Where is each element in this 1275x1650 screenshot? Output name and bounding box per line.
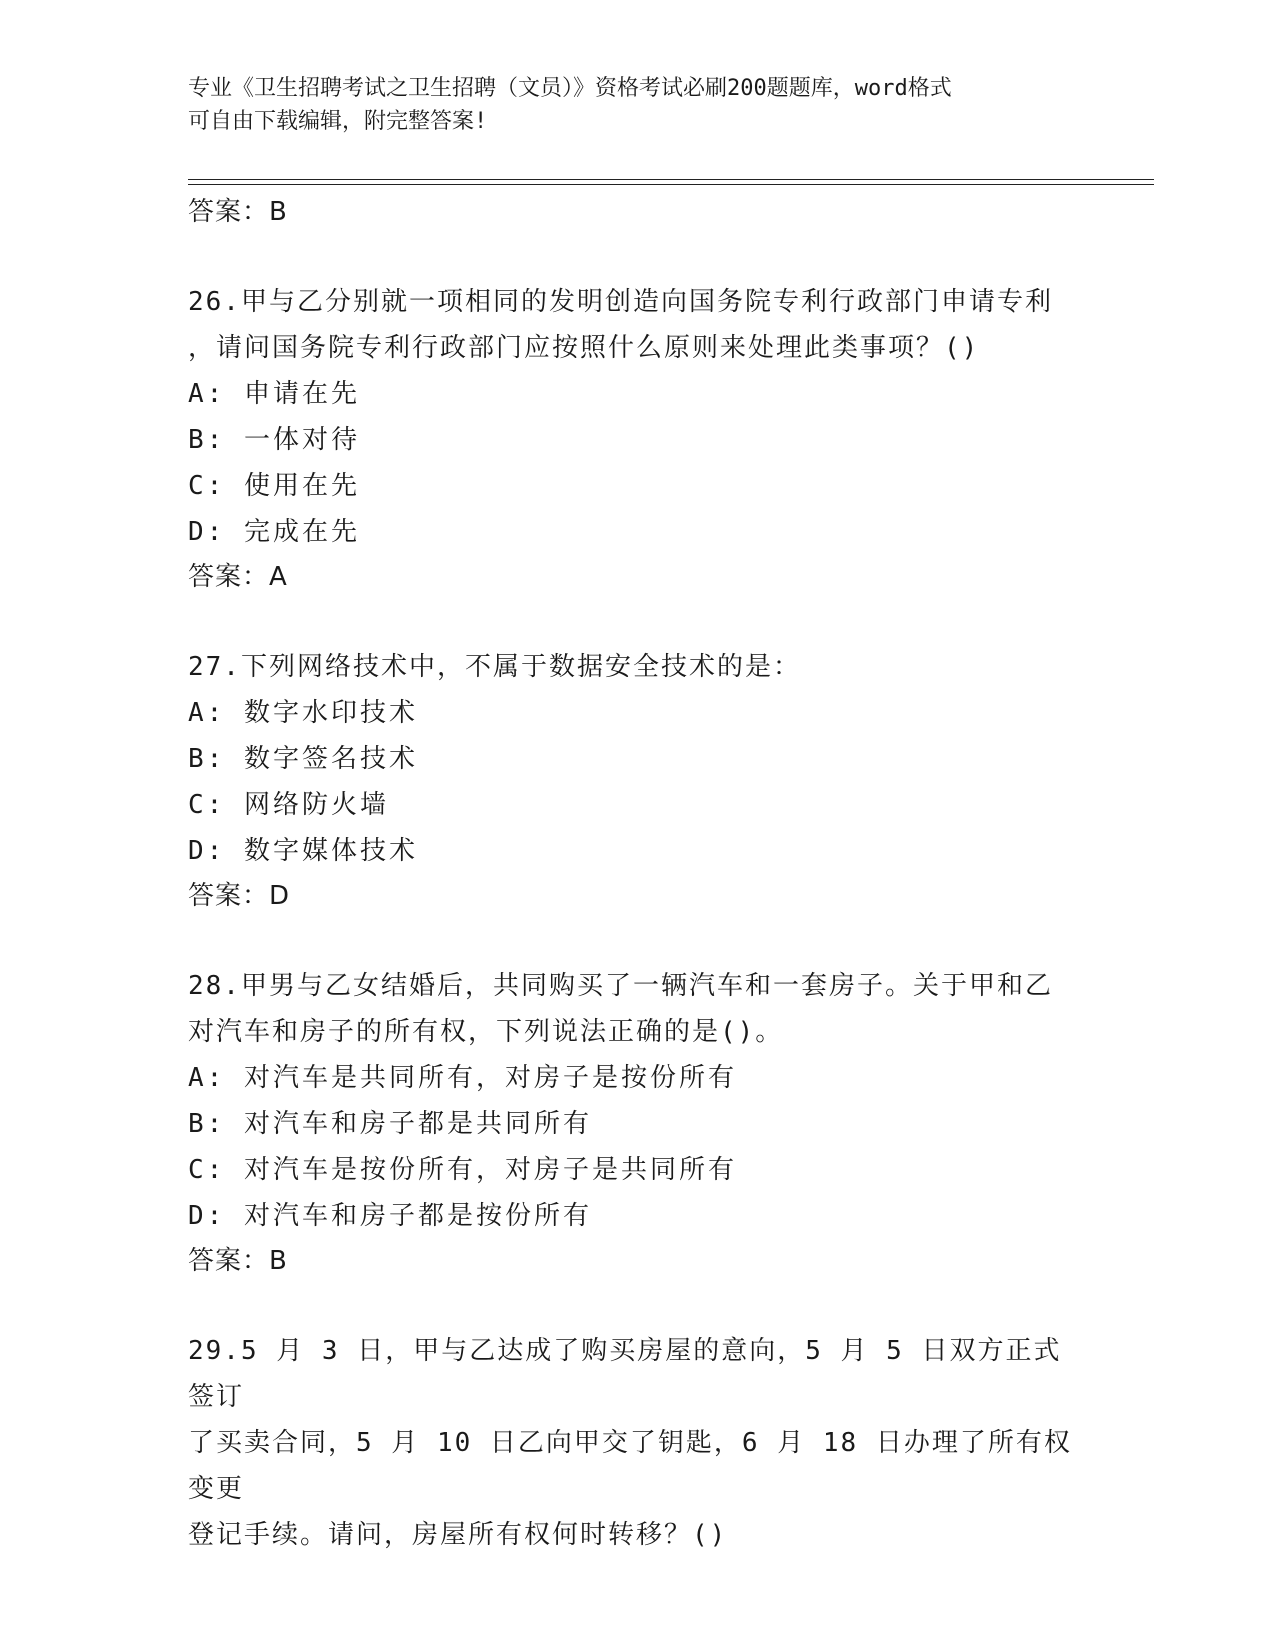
question-27 [188,644,1088,918]
question-28-option-c: C: 对汽车是按份所有，对房子是共同所有 [188,1155,737,1185]
header-divider-bottom [188,184,1154,185]
question-29-line-2: 了买卖合同，5 月 10 日乙向甲交了钥匙，6 月 18 日办理了所有权变更 [188,1428,1072,1504]
header-title-line-1: 专业《卫生招聘考试之卫生招聘（文员）》资格考试必刷200题题库，word格式 [188,76,952,101]
header-divider-top [188,179,1154,180]
question-26-option-b: B: 一体对待 [188,425,360,455]
answer-previous: 答案：B [188,197,288,227]
question-28-option-d: D: 对汽车和房子都是按份所有 [188,1201,592,1231]
question-26-line-2: ，请问国务院专利行政部门应按照什么原则来处理此类事项？() [188,333,980,363]
question-28-option-b: B: 对汽车和房子都是共同所有 [188,1109,592,1139]
question-27-option-b: B: 数字签名技术 [188,744,418,774]
question-29-text [188,1328,1088,1558]
question-27-text [188,644,1088,690]
question-28-line-2: 对汽车和房子的所有权，下列说法正确的是()。 [188,1017,784,1047]
document-header [188,72,1088,138]
question-27-answer: 答案：D [188,881,291,911]
question-28 [188,963,1088,1283]
question-26-text [188,279,1088,371]
question-26-line-1: 26.甲与乙分别就一项相同的发明创造向国务院专利行政部门申请专利 [188,287,1053,317]
question-27-option-d: D: 数字媒体技术 [188,836,418,866]
question-28-line-1: 28.甲男与乙女结婚后，共同购买了一辆汽车和一套房子。关于甲和乙 [188,971,1053,1001]
question-26 [188,279,1088,599]
question-28-option-a: A: 对汽车是共同所有，对房子是按份所有 [188,1063,737,1093]
question-29 [188,1328,1088,1558]
question-26-answer: 答案：A [188,562,288,592]
question-26-option-d: D: 完成在先 [188,517,360,547]
question-27-line-1: 27.下列网络技术中，不属于数据安全技术的是： [188,652,801,682]
question-29-line-1: 29.5 月 3 日，甲与乙达成了购买房屋的意向，5 月 5 日双方正式签订 [188,1336,1062,1412]
question-26-option-a: A: 申请在先 [188,379,360,409]
question-27-option-c: C: 网络防火墙 [188,790,389,820]
header-title-line-2: 可自由下载编辑，附完整答案! [188,109,488,134]
question-27-option-a: A: 数字水印技术 [188,698,418,728]
question-26-option-c: C: 使用在先 [188,471,360,501]
question-list [188,190,1088,1558]
question-28-answer: 答案：B [188,1246,288,1276]
question-29-line-3: 登记手续。请问，房屋所有权何时转移？() [188,1520,728,1550]
question-28-text [188,963,1088,1055]
